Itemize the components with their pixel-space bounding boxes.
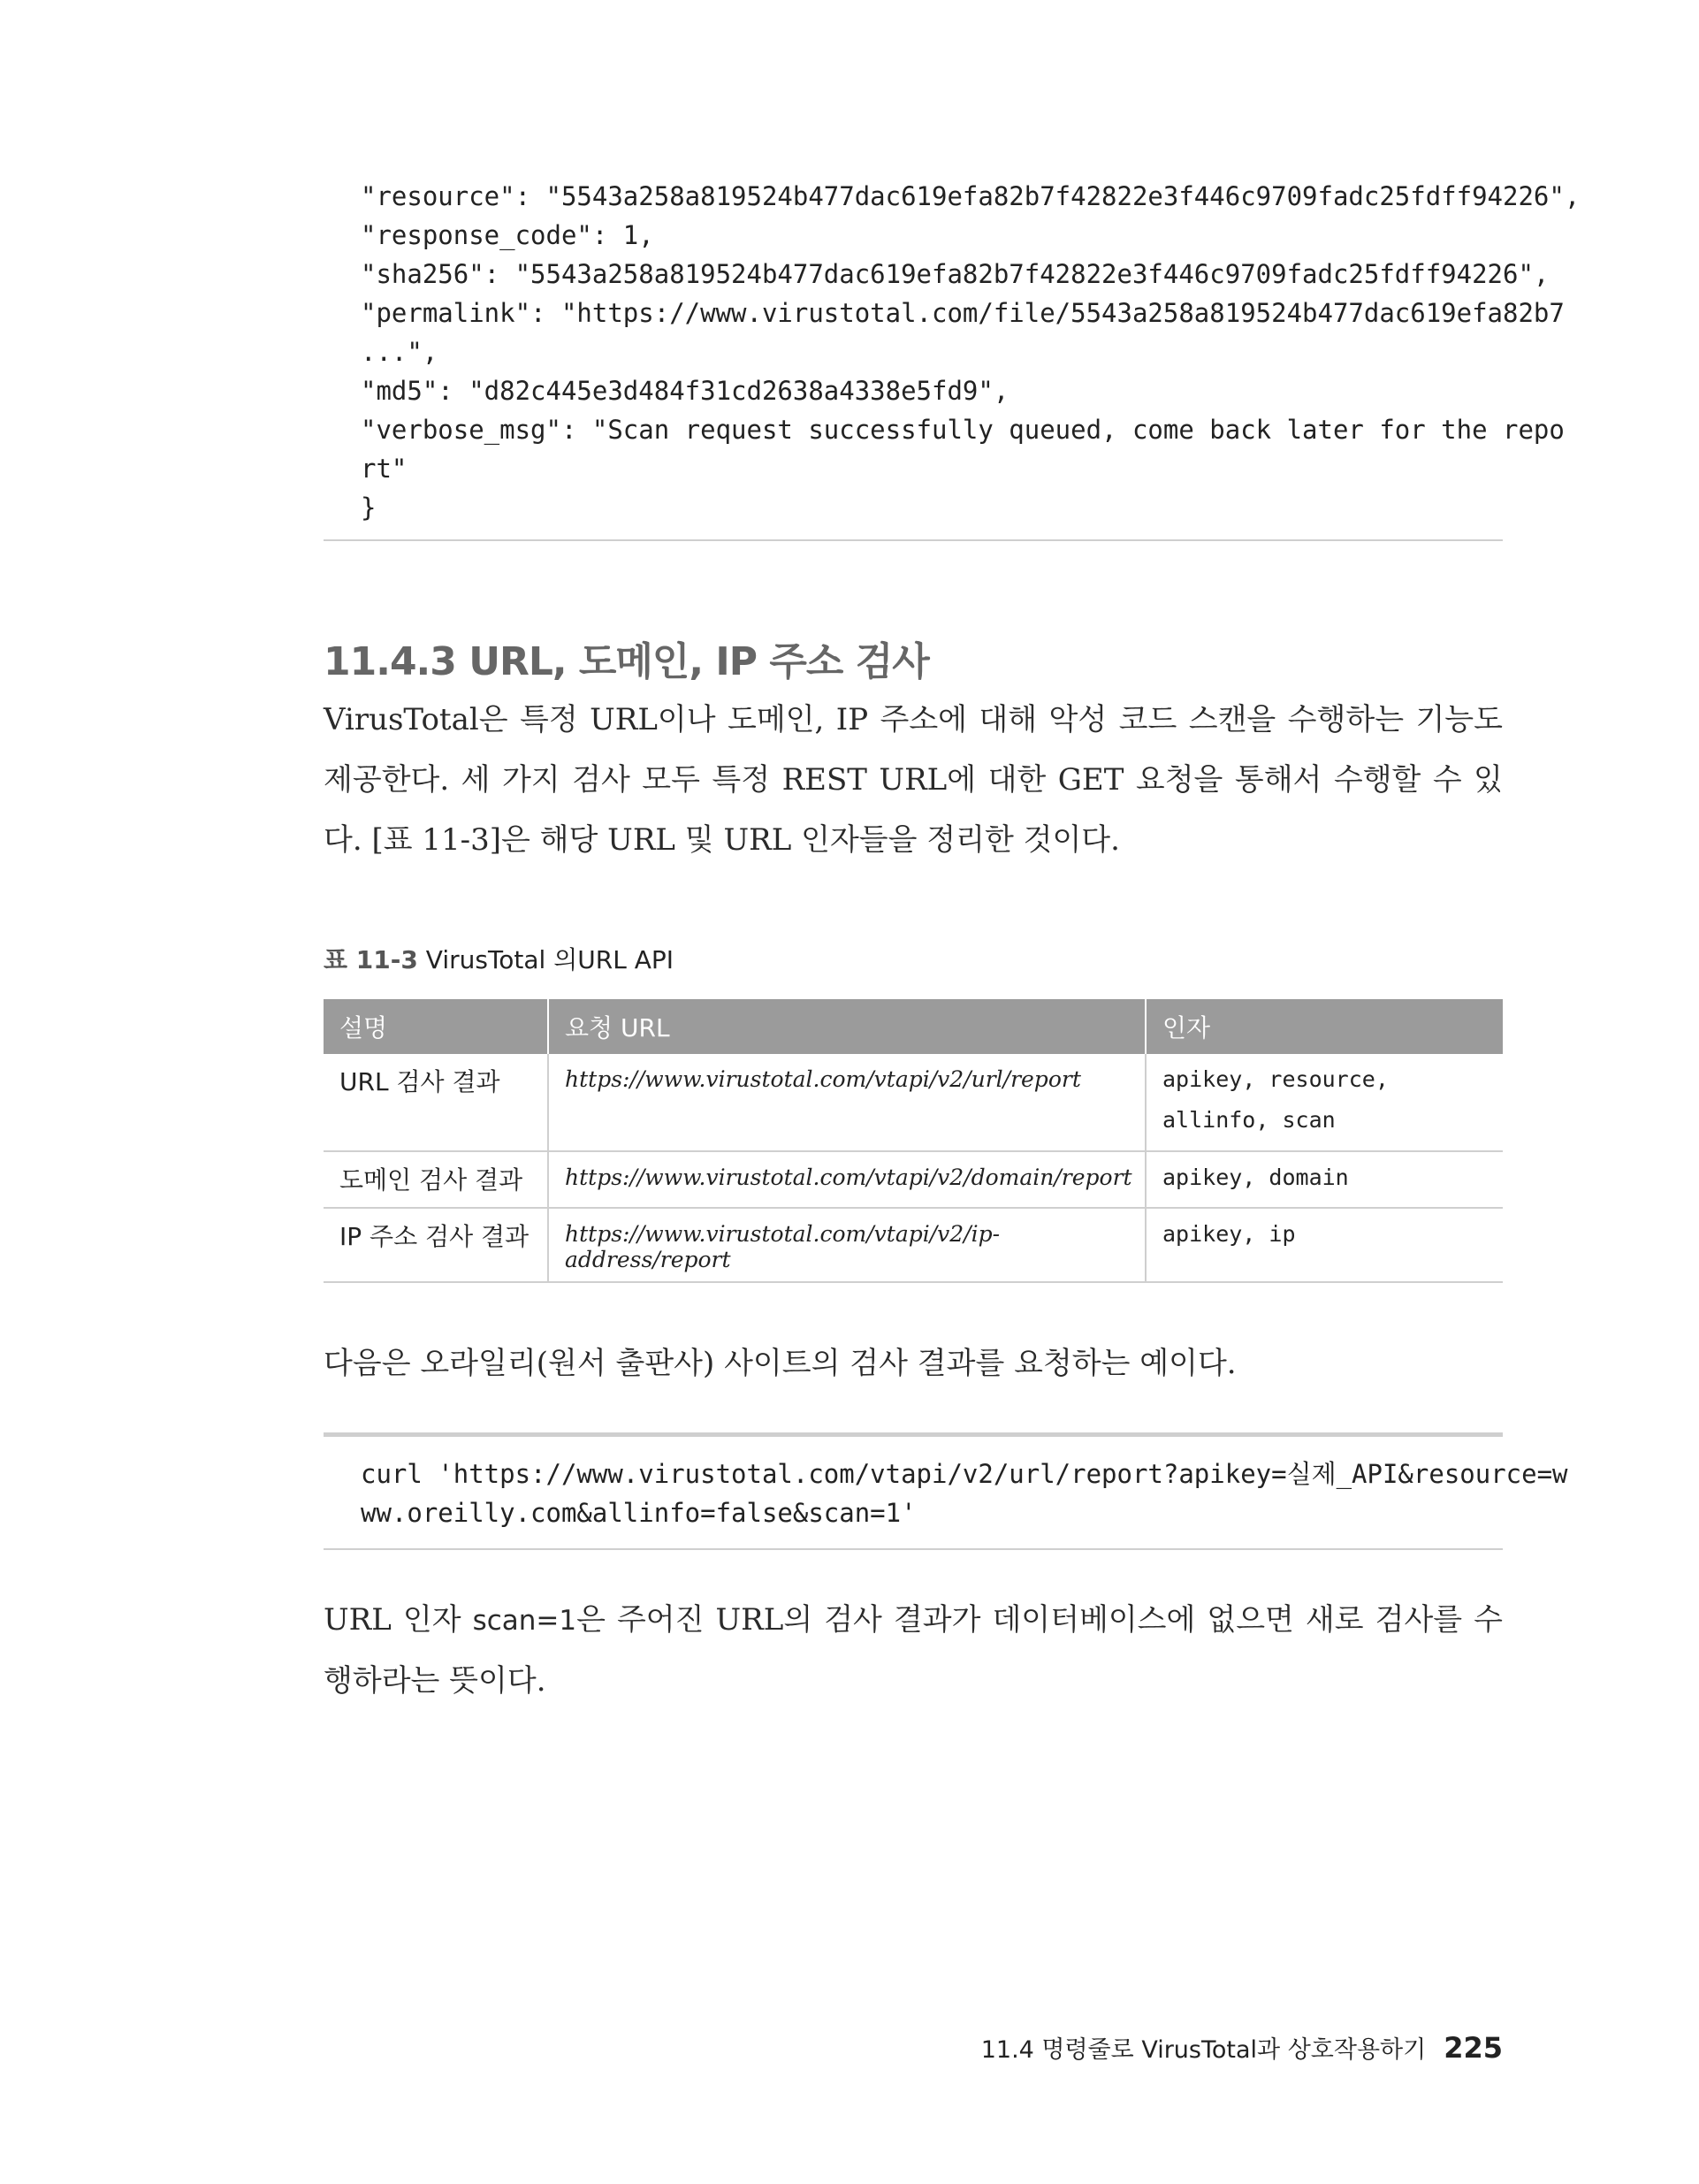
json-response-code-block <box>324 177 1581 541</box>
table-row <box>324 1151 1503 1208</box>
table-caption <box>324 941 674 976</box>
row-description: 도메인 검사 결과 <box>324 1151 548 1208</box>
table-caption-number: 표 11-3 <box>324 945 418 974</box>
page-footer <box>981 2030 1503 2065</box>
code-line: ...", <box>361 337 438 367</box>
table-caption-text: VirusTotal 의URL API <box>425 945 674 974</box>
code-line: "resource": "5543a258a819524b477dac619efa82b7f42822e3f446c9709fadc25fdff94226", <box>361 181 1581 211</box>
code-line: } <box>361 493 377 523</box>
table-row <box>324 1054 1503 1151</box>
code-line: rt" <box>361 454 408 484</box>
row-request-url: https://www.virustotal.com/vtapi/v2/url/report <box>548 1054 1146 1151</box>
table-row <box>324 1208 1503 1282</box>
row-description: IP 주소 검사 결과 <box>324 1208 548 1282</box>
curl-example-code-block <box>324 1432 1568 1550</box>
paragraph-text-start: URL 인자 <box>324 1602 473 1638</box>
row-arguments: apikey, domain <box>1146 1151 1503 1208</box>
inline-code-scan: scan=1 <box>472 1605 577 1637</box>
row-arguments: apikey, ip <box>1146 1208 1503 1282</box>
paragraph-text-end: 은 주어진 URL의 검사 결과가 데이터베이스에 없으면 새로 검사를 수행하라는 뜻이다. <box>324 1602 1504 1699</box>
code-line: "response_code": 1, <box>361 220 654 250</box>
page-number: 225 <box>1444 2031 1503 2065</box>
url-api-table <box>324 999 1503 1283</box>
code-line: "md5": "d82c445e3d484f31cd2638a4338e5fd9", <box>361 376 1009 406</box>
header-request-url: 요청 URL <box>548 999 1146 1054</box>
code-line: "permalink": "https://www.virustotal.com/file/5543a258a819524b477dac619efa82b7 <box>361 298 1565 328</box>
row-description: URL 검사 결과 <box>324 1054 548 1151</box>
row-arguments: apikey, resource, allinfo, scan <box>1146 1054 1503 1151</box>
intro-paragraph: VirusTotal은 특정 URL이나 도메인, IP 주소에 대해 악성 코드 스캔을 수행하는 기능도 제공한다. 세 가지 검사 모두 특정 REST URL에 대한 GET 요청을 통해서 수행할 수 있다. [표 11-3]은 해당 URL 및 URL 인자들을 정리한 것이다. <box>324 702 1503 858</box>
code-line: "sha256": "5543a258a819524b477dac619efa82b7f42822e3f446c9709fadc25fdff94226", <box>361 259 1550 289</box>
header-description: 설명 <box>324 999 548 1054</box>
code-line: ww.oreilly.com&allinfo=false&scan=1' <box>361 1498 917 1528</box>
table-header-row <box>324 999 1503 1054</box>
example-intro-paragraph: 다음은 오라일리(원서 출판사) 사이트의 검사 결과를 요청하는 예이다. <box>324 1346 1237 1381</box>
header-arguments: 인자 <box>1146 999 1503 1054</box>
code-line: curl 'https://www.virustotal.com/vtapi/v2/url/report?apikey=실제_API&resource=w <box>361 1459 1568 1489</box>
section-heading: 11.4.3 URL, 도메인, IP 주소 검사 <box>324 639 929 684</box>
footer-chapter-title: 11.4 명령줄로 VirusTotal과 상호작용하기 <box>980 2036 1427 2064</box>
row-request-url: https://www.virustotal.com/vtapi/v2/ip-address/report <box>548 1208 1146 1282</box>
row-request-url: https://www.virustotal.com/vtapi/v2/domain/report <box>548 1151 1146 1208</box>
scan-param-paragraph <box>324 1590 1503 1711</box>
code-line: "verbose_msg": "Scan request successfully queued, come back later for the repo <box>361 415 1565 445</box>
